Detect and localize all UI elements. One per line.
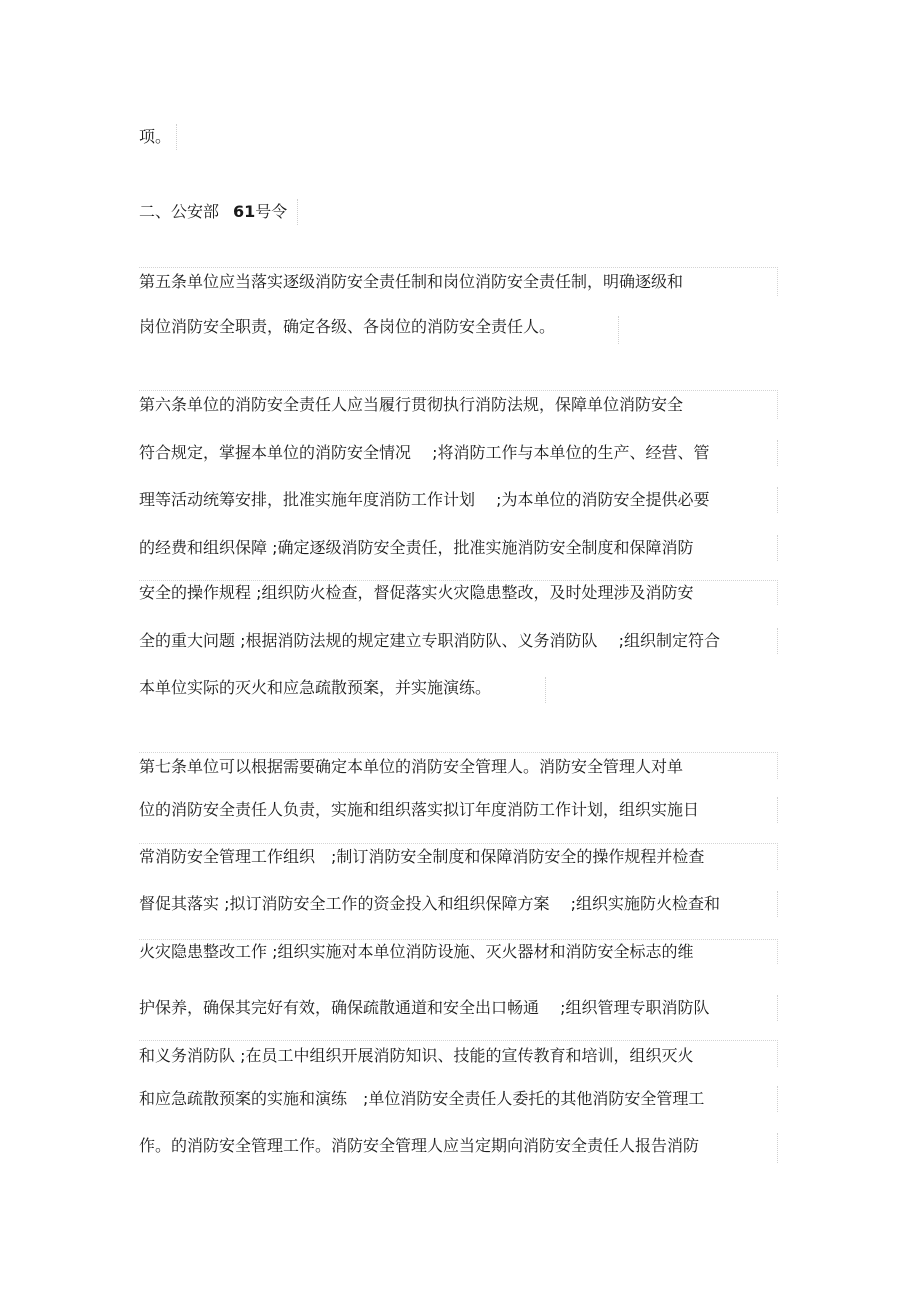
text-line: 护保养，确保其完好有效，确保疏散通道和安全出口畅通 ;组织管理专职消防队 <box>139 998 710 1017</box>
text-line: 符合规定，掌握本单位的消防安全情况 ;将消防工作与本单位的生产、经营、管 <box>139 443 710 462</box>
guide-mark <box>777 1086 778 1112</box>
heading-number: 61 <box>233 202 256 221</box>
guide-mark <box>777 995 778 1021</box>
text-line: 本单位实际的灭火和应急疏散预案，并实施演练。 <box>139 678 492 697</box>
guide-mark <box>176 124 177 150</box>
heading-prefix: 二、公安部 <box>139 202 220 221</box>
text-line: 作。的消防安全管理工作。消防安全管理人应当定期向消防安全责任人报告消防 <box>139 1136 700 1155</box>
text-line: 火灾隐患整改工作 ;组织实施对本单位消防设施、灭火器材和消防安全标志的维 <box>139 942 694 961</box>
text-line: 第七条单位可以根据需要确定本单位的消防安全管理人。消防安全管理人对单 <box>139 757 684 776</box>
guide-mark <box>777 535 778 561</box>
text-line: 第五条单位应当落实逐级消防安全责任制和岗位消防安全责任制，明确逐级和 <box>139 272 684 291</box>
text-line: 项。 <box>139 127 172 146</box>
guide-mark <box>777 1133 778 1163</box>
text-line: 常消防安全管理工作组织 ;制订消防安全制度和保障消防安全的操作规程并检查 <box>139 847 705 866</box>
text-line: 的经费和组织保障 ;确定逐级消防安全责任，批准实施消防安全制度和保障消防 <box>139 538 694 557</box>
guide-mark <box>777 797 778 823</box>
text-line: 全的重大问题 ;根据消防法规的规定建立专职消防队、义务消防队 ;组织制定符合 <box>139 631 720 650</box>
guide-mark <box>777 891 778 917</box>
guide-mark <box>618 316 619 344</box>
text-line: 岗位消防安全职责，确定各级、各岗位的消防安全责任人。 <box>139 317 556 336</box>
text-line: 理等活动统筹安排，批准实施年度消防工作计划 ;为本单位的消防安全提供必要 <box>139 490 710 509</box>
text-line: 督促其落实 ;拟订消防安全工作的资金投入和组织保障方案 ;组织实施防火检查和 <box>139 894 720 913</box>
text-line: 和义务消防队 ;在员工中组织开展消防知识、技能的宣传教育和培训，组织灭火 <box>139 1046 694 1065</box>
section-heading <box>139 201 287 223</box>
guide-mark <box>777 440 778 466</box>
heading-suffix: 号令 <box>255 202 288 221</box>
text-line: 和应急疏散预案的实施和演练 ;单位消防安全责任人委托的其他消防安全管理工 <box>139 1089 705 1108</box>
text-line: 安全的操作规程 ;组织防火检查，督促落实火灾隐患整改，及时处理涉及消防安 <box>139 583 694 602</box>
guide-mark <box>777 487 778 513</box>
guide-mark <box>297 199 298 225</box>
guide-mark <box>545 677 546 703</box>
guide-mark <box>777 628 778 654</box>
text-line: 第六条单位的消防安全责任人应当履行贯彻执行消防法规，保障单位消防安全 <box>139 395 684 414</box>
text-line: 位的消防安全责任人负责，实施和组织落实拟订年度消防工作计划，组织实施日 <box>139 800 700 819</box>
